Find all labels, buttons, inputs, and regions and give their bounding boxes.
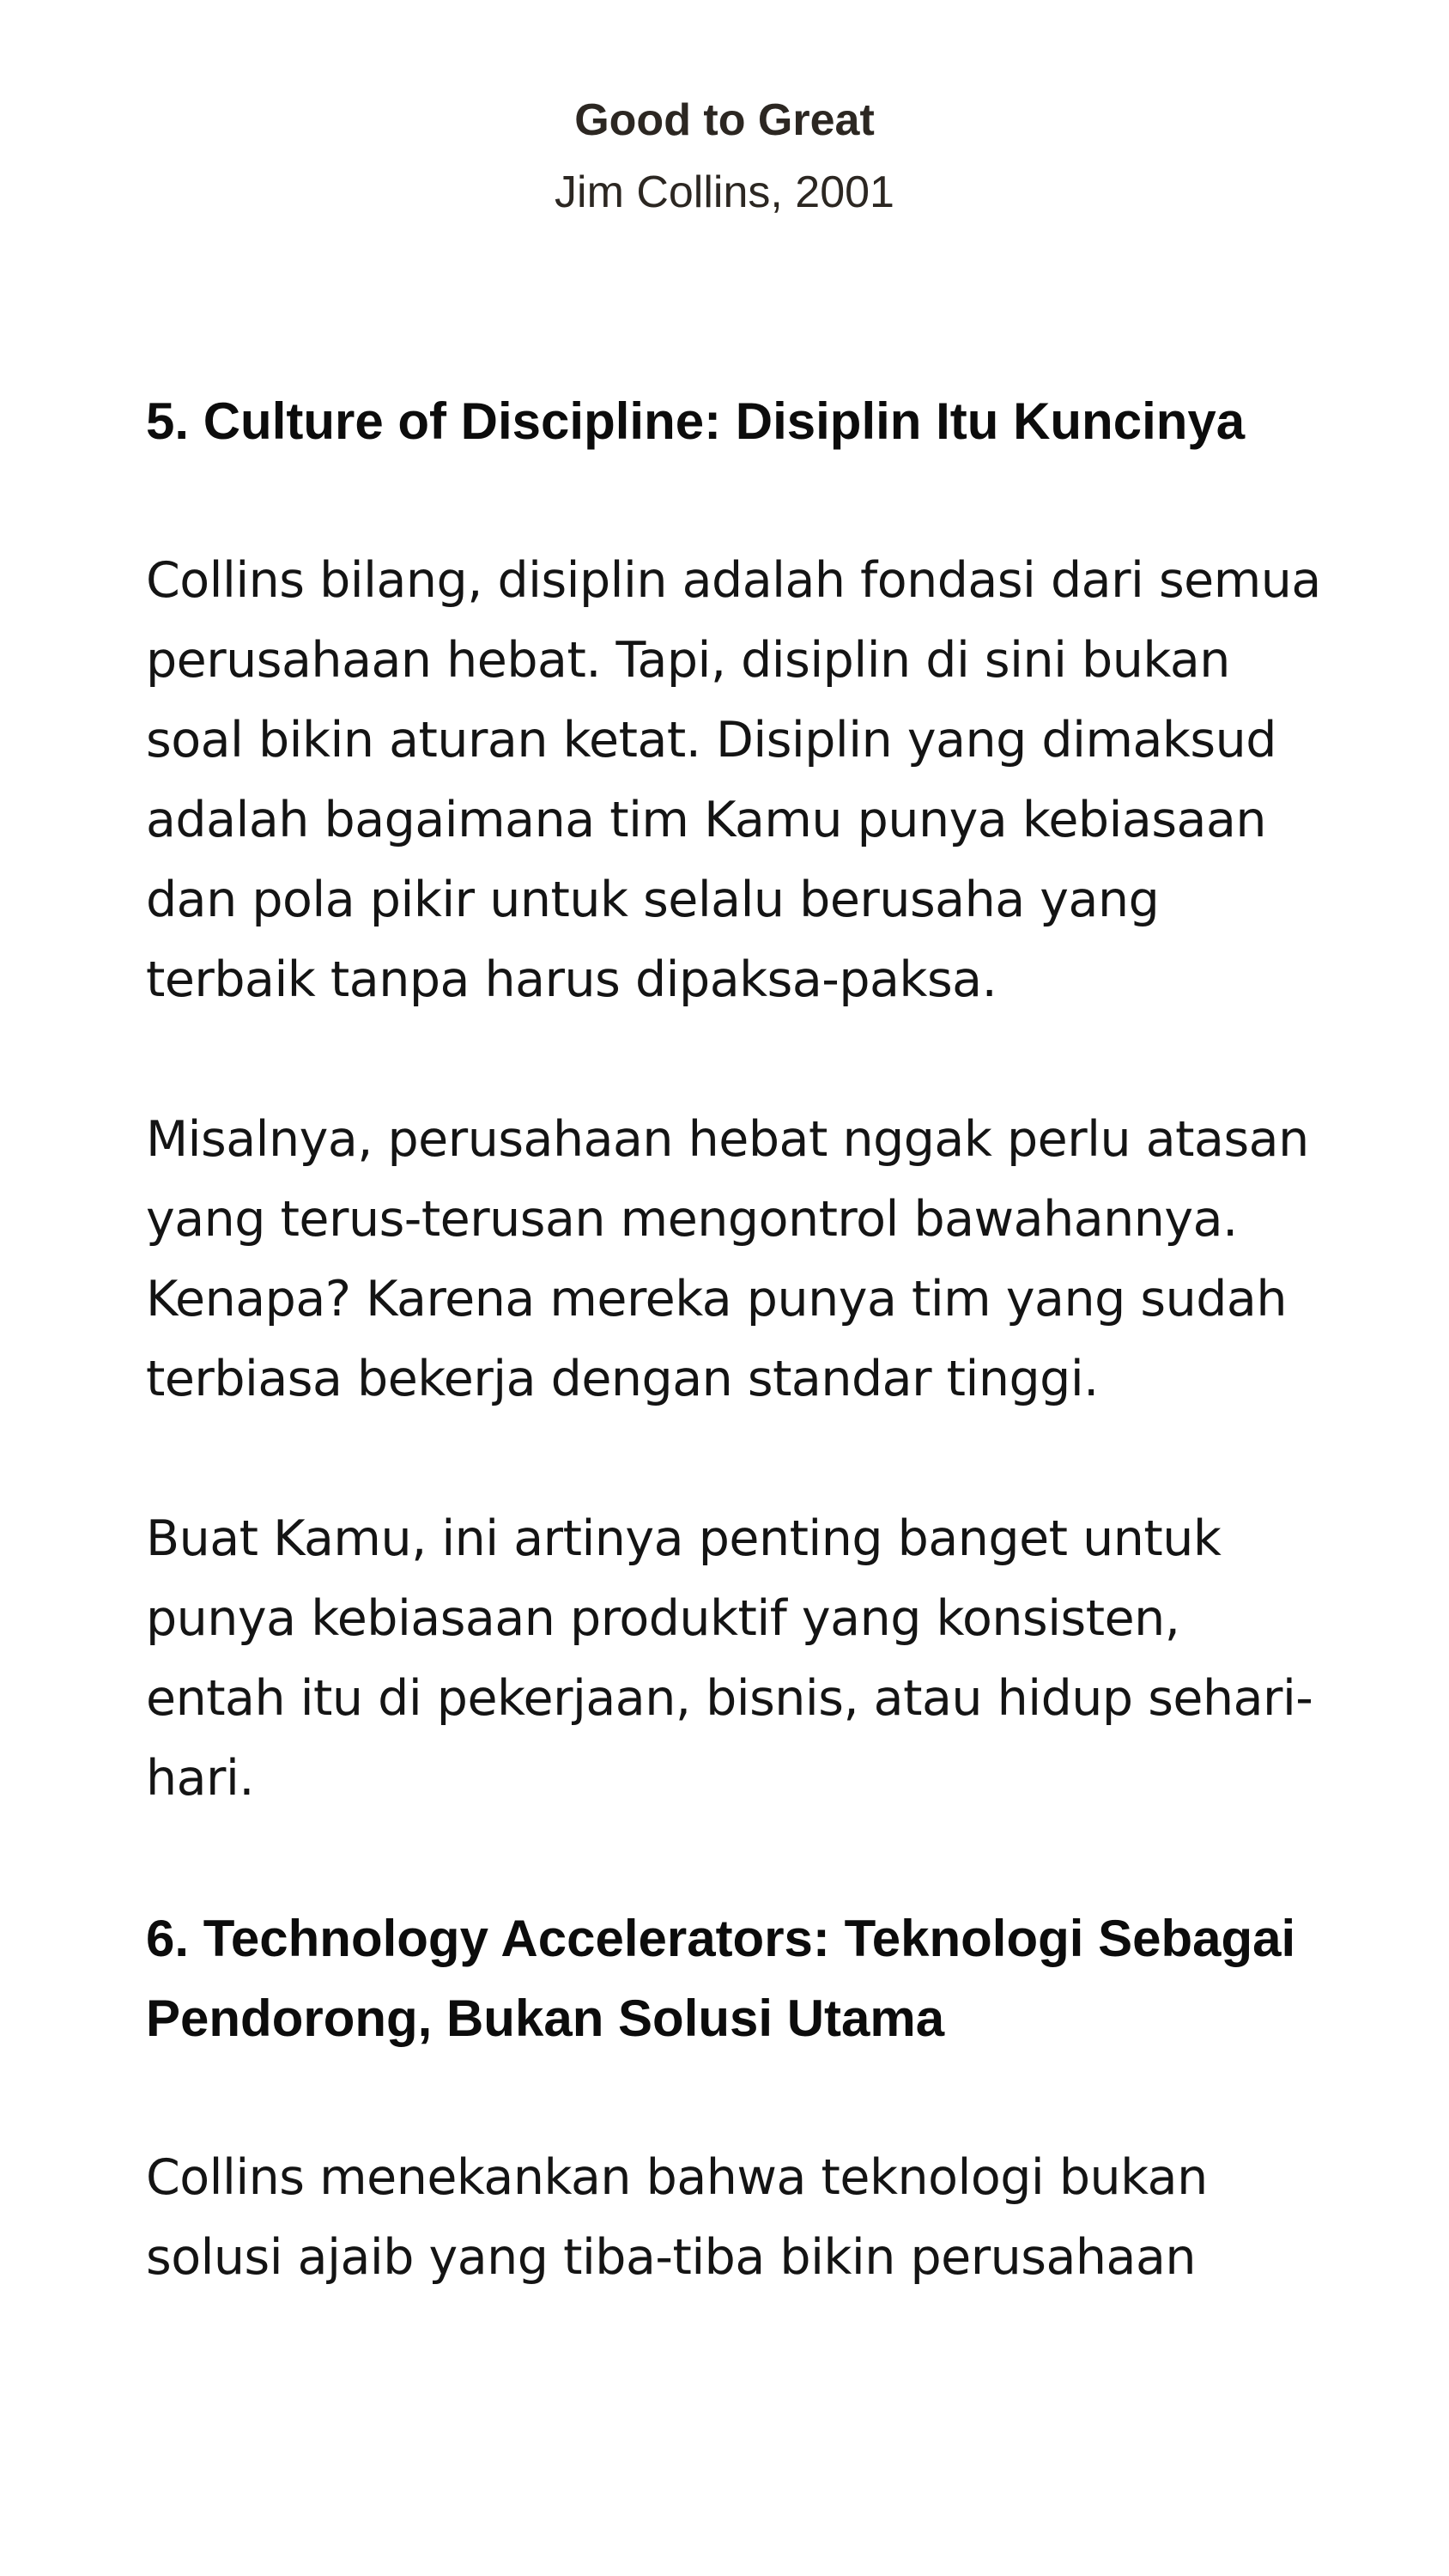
paragraph: Buat Kamu, ini artinya penting banget untuk punya kebiasaan produktif yang konsisten, entah itu di pekerjaan, bisnis, atau hidup sehari-hari. <box>146 1510 1313 1807</box>
paragraph: Collins menekankan bahwa teknologi bukan solusi ajaib yang tiba-tiba bikin perusahaan <box>146 2149 1208 2286</box>
section-heading: 5. Culture of Discipline: Disiplin Itu Kuncinya <box>146 392 1246 450</box>
book-title: Good to Great <box>574 95 875 145</box>
book-author-year: Jim Collins, 2001 <box>555 167 894 217</box>
paragraph: Misalnya, perusahaan hebat nggak perlu atasan yang terus-terusan mengontrol bawahannya. Kenapa? Karena mereka punya tim yang sudah terbiasa bekerja dengan standar tinggi. <box>146 1111 1309 1407</box>
section-technology-accelerators <box>146 1899 1331 2298</box>
book-header <box>0 84 1449 228</box>
section-culture-of-discipline <box>146 381 1331 1819</box>
section-heading: 6. Technology Accelerators: Teknologi Sebagai Pendorong, Bukan Solusi Utama <box>146 1910 1296 2047</box>
paragraph: Collins bilang, disiplin adalah fondasi dari semua perusahaan hebat. Tapi, disiplin di sini bukan soal bikin aturan ketat. Disiplin yang dimaksud adalah bagaimana tim Kamu punya kebiasaan dan pola pikir untuk selalu berusaha yang terbaik tanpa harus dipaksa-paksa. <box>146 552 1321 1008</box>
article-body <box>146 381 1331 2298</box>
